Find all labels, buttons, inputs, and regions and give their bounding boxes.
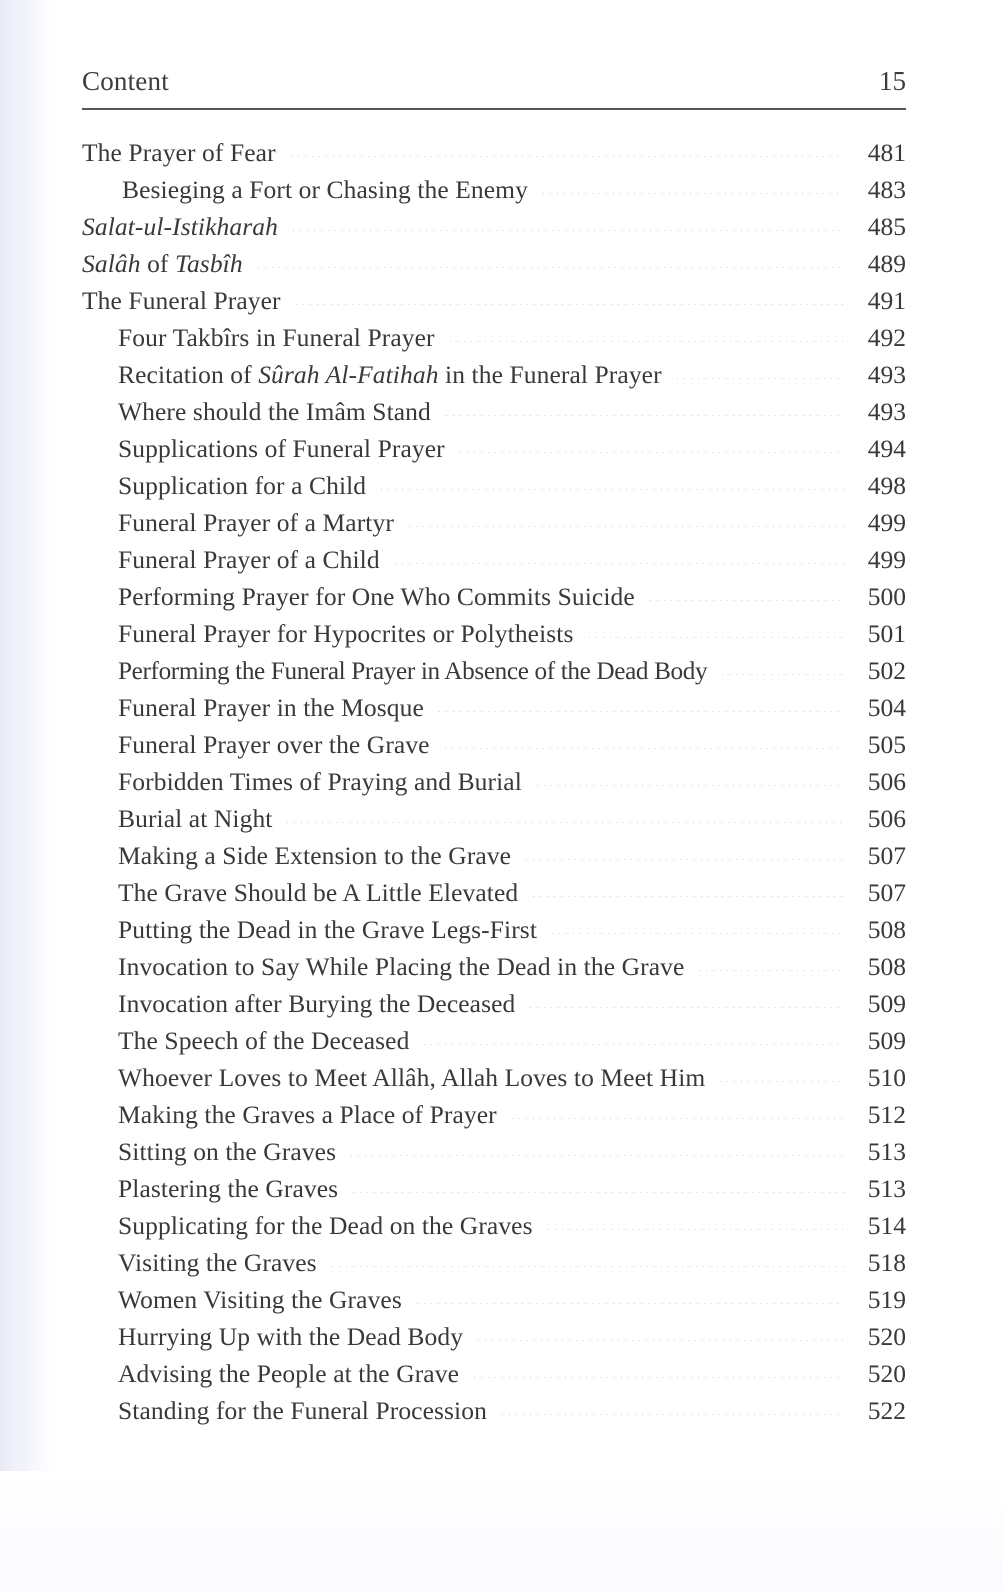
toc-entry-title: Funeral Prayer over the Grave — [118, 730, 430, 759]
toc-entry[interactable] — [82, 582, 906, 619]
toc-dot-leader — [443, 415, 844, 416]
toc-entry[interactable] — [82, 1026, 906, 1063]
toc-entry-title: Advising the People at the Grave — [118, 1359, 459, 1388]
table-of-contents-list — [82, 138, 906, 1433]
toc-entry-page-number: 506 — [867, 804, 906, 833]
toc-entry[interactable] — [82, 952, 906, 989]
toc-dot-leader — [447, 341, 844, 342]
toc-entry-page-number: 505 — [867, 730, 906, 759]
toc-entry[interactable] — [82, 915, 906, 952]
toc-entry[interactable] — [82, 1359, 906, 1396]
toc-entry-title: Supplicating for the Dead on the Graves — [118, 1211, 533, 1240]
toc-entry[interactable] — [82, 989, 906, 1026]
toc-dot-leader — [414, 1303, 844, 1304]
toc-entry-page-number: 513 — [867, 1137, 906, 1166]
toc-entry-page-number: 520 — [867, 1359, 906, 1388]
toc-entry[interactable] — [82, 1211, 906, 1248]
toc-entry-page-number: 498 — [867, 471, 906, 500]
toc-dot-leader — [442, 748, 844, 749]
toc-entry[interactable] — [82, 545, 906, 582]
toc-entry[interactable] — [82, 175, 906, 212]
toc-entry[interactable] — [82, 1137, 906, 1174]
toc-entry-page-number: 489 — [867, 249, 906, 278]
toc-entry-page-number: 518 — [867, 1248, 906, 1277]
toc-entry-title: Funeral Prayer of a Child — [118, 545, 380, 574]
toc-entry-title: Burial at Night — [118, 804, 273, 833]
toc-entry-page-number: 493 — [867, 397, 906, 426]
toc-entry-title: Standing for the Funeral Procession — [118, 1396, 487, 1425]
toc-entry-title: Women Visiting the Graves — [118, 1285, 402, 1314]
toc-entry-page-number: 494 — [867, 434, 906, 463]
page-title: Content — [82, 66, 169, 96]
toc-entry[interactable] — [82, 619, 906, 656]
toc-entry-title: Making a Side Extension to the Grave — [118, 841, 512, 870]
toc-dot-leader — [290, 230, 844, 231]
toc-entry[interactable] — [82, 1063, 906, 1100]
toc-entry-title: Salat-ul-Istikharah — [82, 212, 278, 241]
running-header — [82, 66, 906, 97]
toc-entry[interactable] — [82, 767, 906, 804]
toc-entry-title: The Prayer of Fear — [82, 138, 276, 167]
toc-dot-leader — [545, 1229, 844, 1230]
toc-entry-title: Sitting on the Graves — [118, 1137, 337, 1166]
toc-entry-title: Visiting the Graves — [118, 1248, 317, 1277]
toc-entry-title: Besieging a Fort or Chasing the Enemy — [122, 175, 528, 204]
toc-dot-leader — [509, 1118, 844, 1119]
toc-entry[interactable] — [82, 138, 906, 175]
toc-entry-title: Whoever Loves to Meet Allâh, Allah Loves to Meet Him — [118, 1063, 706, 1092]
toc-entry-title: Salâh of Tasbîh — [82, 249, 243, 278]
toc-dot-leader — [378, 489, 844, 490]
toc-entry[interactable] — [82, 1100, 906, 1137]
toc-dot-leader — [255, 267, 844, 268]
toc-entry-page-number: 492 — [867, 323, 906, 352]
toc-entry-page-number: 509 — [867, 989, 906, 1018]
toc-entry-page-number: 522 — [867, 1396, 906, 1425]
toc-entry[interactable] — [82, 1396, 906, 1433]
toc-entry[interactable] — [82, 397, 906, 434]
toc-entry[interactable] — [82, 841, 906, 878]
toc-entry-title: Where should the Imâm Stand — [118, 397, 431, 426]
header-rule-divider — [82, 108, 906, 110]
toc-entry-page-number: 512 — [867, 1100, 906, 1129]
toc-entry[interactable] — [82, 360, 906, 397]
toc-entry[interactable] — [82, 212, 906, 249]
toc-dot-leader — [719, 674, 844, 675]
toc-dot-leader — [350, 1192, 844, 1193]
toc-entry-title: Recitation of Sûrah Al-Fatihah in the Funeral Prayer — [118, 360, 662, 389]
toc-entry-page-number: 513 — [867, 1174, 906, 1203]
toc-dot-leader — [329, 1266, 844, 1267]
toc-dot-leader — [406, 526, 844, 527]
toc-entry-page-number: 508 — [867, 952, 906, 981]
toc-dot-leader — [348, 1155, 844, 1156]
toc-entry-page-number: 499 — [867, 508, 906, 537]
toc-entry[interactable] — [82, 1174, 906, 1211]
toc-dot-leader — [549, 933, 844, 934]
toc-entry-title: Putting the Dead in the Grave Legs-First — [118, 915, 537, 944]
toc-dot-leader — [475, 1340, 844, 1341]
toc-entry[interactable] — [82, 1285, 906, 1322]
toc-entry[interactable] — [82, 693, 906, 730]
toc-dot-leader — [530, 896, 844, 897]
toc-dot-leader — [471, 1377, 844, 1378]
toc-dot-leader — [392, 563, 844, 564]
toc-dot-leader — [499, 1414, 844, 1415]
toc-entry-title: Supplications of Funeral Prayer — [118, 434, 445, 463]
toc-entry-page-number: 507 — [867, 841, 906, 870]
toc-entry-page-number: 507 — [867, 878, 906, 907]
toc-entry-page-number: 520 — [867, 1322, 906, 1351]
toc-entry-page-number: 485 — [867, 212, 906, 241]
toc-entry[interactable] — [82, 656, 906, 693]
toc-entry-title: The Grave Should be A Little Elevated — [118, 878, 519, 907]
toc-entry-page-number: 500 — [867, 582, 906, 611]
toc-dot-leader — [534, 785, 844, 786]
toc-entry-title: The Speech of the Deceased — [118, 1026, 410, 1055]
toc-entry-page-number: 504 — [867, 693, 906, 722]
toc-entry-page-number: 491 — [867, 286, 906, 315]
toc-entry-page-number: 493 — [867, 360, 906, 389]
toc-entry-page-number: 483 — [867, 175, 906, 204]
toc-dot-leader — [527, 1007, 844, 1008]
toc-entry-title: Supplication for a Child — [118, 471, 367, 500]
toc-entry-title: Funeral Prayer for Hypocrites or Polytheists — [118, 619, 574, 648]
toc-entry-page-number: 506 — [867, 767, 906, 796]
page-folio-number: 15 — [879, 66, 906, 96]
toc-entry-title: Invocation after Burying the Deceased — [118, 989, 516, 1018]
toc-dot-leader — [540, 193, 844, 194]
toc-entry[interactable] — [82, 878, 906, 915]
toc-entry[interactable] — [82, 471, 906, 508]
toc-entry[interactable] — [82, 730, 906, 767]
toc-entry-title: Four Takbîrs in Funeral Prayer — [118, 323, 435, 352]
toc-entry-title: Invocation to Say While Placing the Dead in the Grave — [118, 952, 685, 981]
toc-entry-page-number: 481 — [867, 138, 906, 167]
toc-entry-page-number: 519 — [867, 1285, 906, 1314]
toc-entry[interactable] — [82, 286, 906, 323]
toc-entry[interactable] — [82, 434, 906, 471]
toc-dot-leader — [696, 970, 844, 971]
toc-dot-leader — [647, 600, 844, 601]
toc-dot-leader — [421, 1044, 844, 1045]
toc-dot-leader — [674, 378, 844, 379]
toc-entry-page-number: 514 — [867, 1211, 906, 1240]
toc-entry-page-number: 508 — [867, 915, 906, 944]
toc-entry-page-number: 509 — [867, 1026, 906, 1055]
toc-dot-leader — [523, 859, 844, 860]
toc-entry-page-number: 501 — [867, 619, 906, 648]
toc-entry-title: Forbidden Times of Praying and Burial — [118, 767, 522, 796]
toc-entry-title: Plastering the Graves — [118, 1174, 339, 1203]
toc-entry[interactable] — [82, 249, 906, 286]
toc-dot-leader — [436, 711, 844, 712]
toc-entry[interactable] — [82, 508, 906, 545]
toc-entry[interactable] — [82, 804, 906, 841]
toc-entry[interactable] — [82, 1322, 906, 1359]
toc-entry-page-number: 502 — [867, 656, 906, 685]
toc-entry-title: Performing the Funeral Prayer in Absence of the Dead Body — [118, 658, 708, 685]
toc-dot-leader — [288, 156, 844, 157]
toc-dot-leader — [284, 822, 844, 823]
toc-entry-title: Funeral Prayer of a Martyr — [118, 508, 394, 537]
toc-dot-leader — [586, 637, 844, 638]
toc-entry-page-number: 510 — [867, 1063, 906, 1092]
toc-dot-leader — [457, 452, 844, 453]
toc-entry[interactable] — [82, 1248, 906, 1285]
toc-entry-title: Funeral Prayer in the Mosque — [118, 693, 424, 722]
toc-entry-title: Hurrying Up with the Dead Body — [118, 1322, 464, 1351]
toc-entry-page-number: 499 — [867, 545, 906, 574]
toc-entry-title: Performing Prayer for One Who Commits Suicide — [118, 582, 635, 611]
toc-entry-title: Making the Graves a Place of Prayer — [118, 1100, 497, 1129]
toc-dot-leader — [293, 304, 844, 305]
toc-dot-leader — [717, 1081, 844, 1082]
toc-entry[interactable] — [82, 323, 906, 360]
toc-entry-title: The Funeral Prayer — [82, 286, 281, 315]
